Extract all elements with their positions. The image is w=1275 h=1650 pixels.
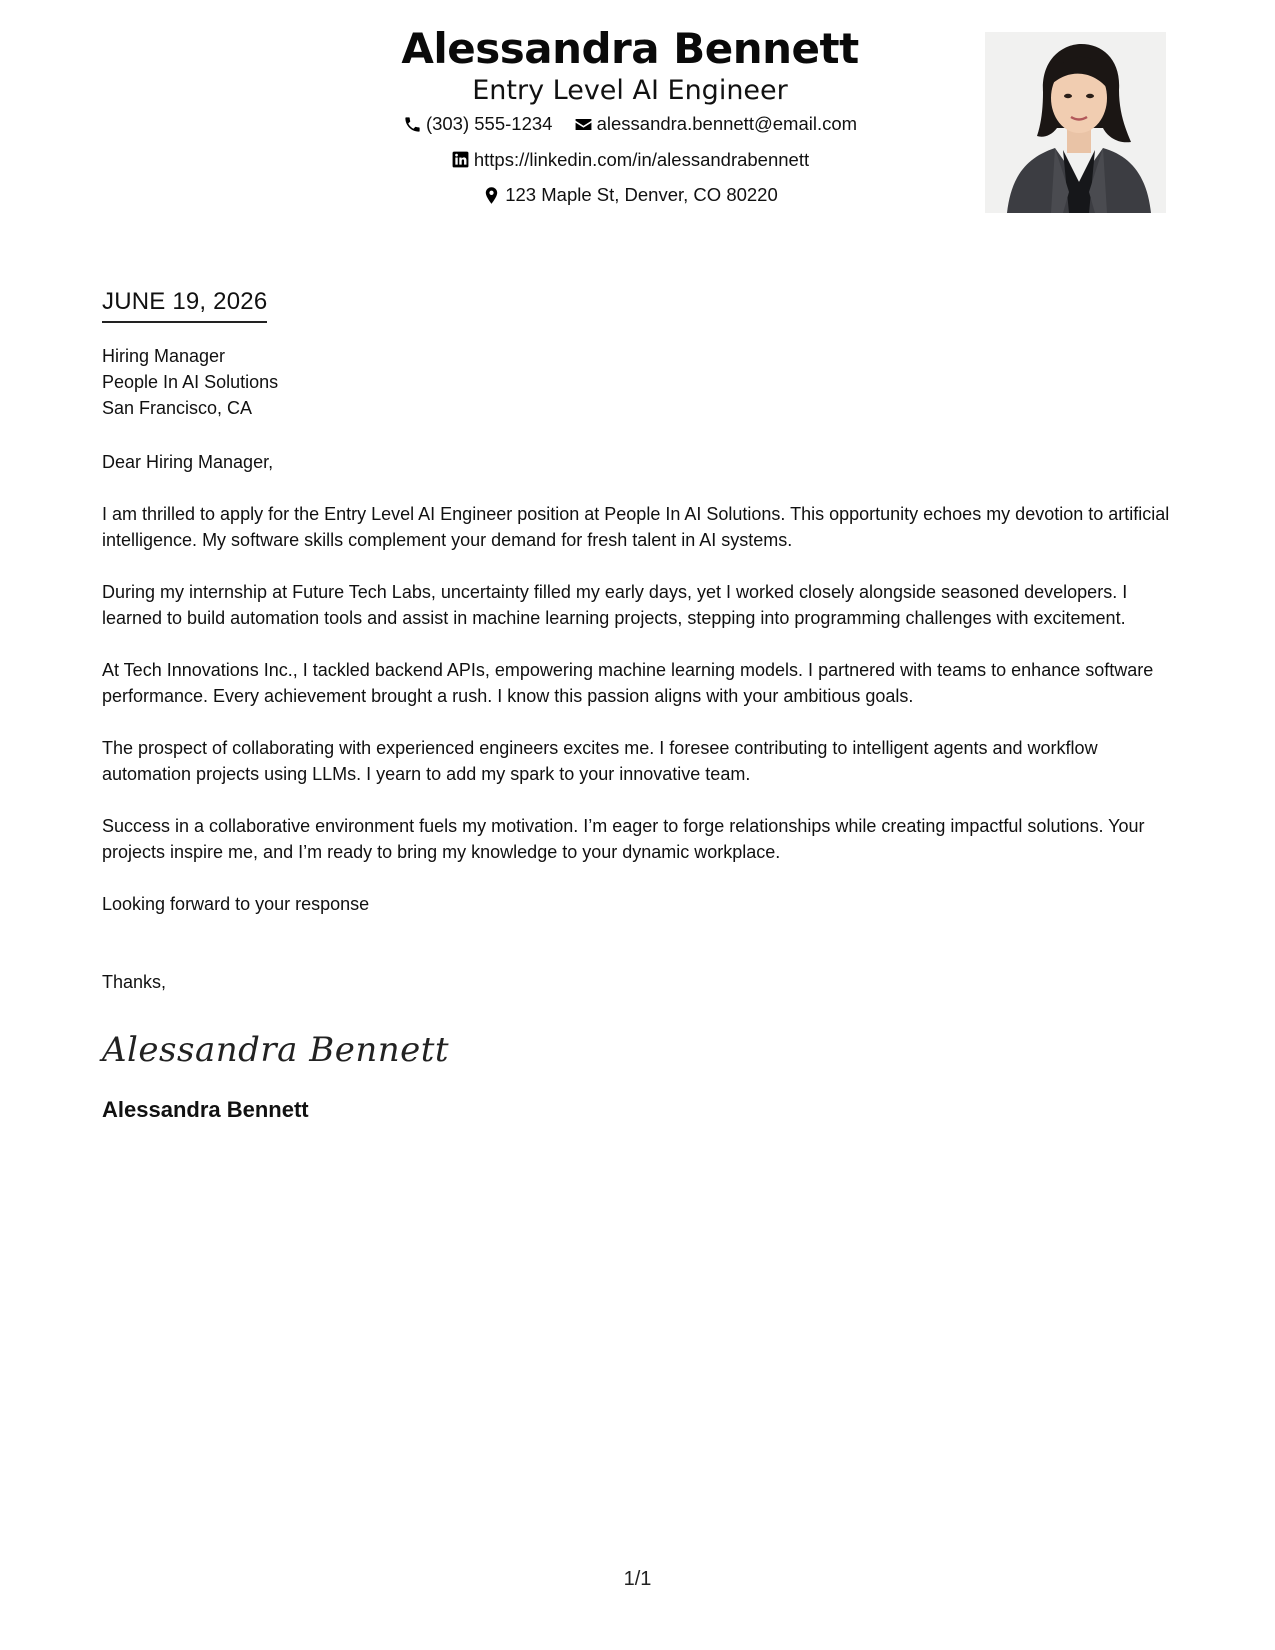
letter-body [102,285,1172,1125]
applicant-name: Alessandra Bennett [401,24,859,73]
job-title: Entry Level AI Engineer [472,75,788,106]
phone-contact [403,108,553,140]
profile-photo [985,32,1166,213]
page-number: 1/1 [623,1568,652,1590]
closing-line: Looking forward to your response [102,894,370,914]
phone-icon [403,115,422,134]
signer-name: Alessandra Bennett [102,1097,309,1122]
sign-off: Thanks, [102,972,167,992]
phone-number: (303) 555-1234 [425,113,553,134]
map-pin-icon [482,186,501,205]
linkedin-icon [451,150,470,169]
paragraph-1: I am thrilled to apply for the Entry Level AI Engineer position at People In AI Solutions. This opportunity echoes my devotion to artificial intelligence. My software skills complement your demand for fresh talent in AI systems. [102,504,1170,550]
paragraph-4: The prospect of collaborating with experienced engineers excites me. I foresee contributing to intelligent agents and workflow automation projects using LLMs. I yearn to add my spark to your innovative team. [102,738,1098,784]
linkedin-contact [451,144,809,176]
email-address[interactable]: alessandra.bennett@email.com [596,113,858,134]
paragraph-2: During my internship at Future Tech Labs, uncertainty filled my early days, yet I worked closely alongside seasoned developers. I learned to build automation tools and assist in machine learning projects, stepping into programming challenges with excitement. [102,582,1128,628]
linkedin-url[interactable]: https://linkedin.com/in/alessandrabennett [473,148,810,170]
address-contact [482,179,778,211]
paragraph-3: At Tech Innovations Inc., I tackled backend APIs, empowering machine learning models. I partnered with teams to enhance software performance. Every achievement brought a rush. I know this passion aligns with your ambitious goals. [102,660,1154,706]
recipient-location: San Francisco, CA [102,398,253,418]
paragraph-5: Success in a collaborative environment fuels my motivation. I’m eager to forge relationships while creating impactful solutions. Your projects inspire me, and I’m ready to bring my knowledge to your dynamic workplace. [102,816,1145,862]
recipient-title: Hiring Manager [102,346,226,366]
letter-date: JUNE 19, 2026 [102,285,267,323]
email-contact [574,108,857,140]
recipient-company: People In AI Solutions [102,372,279,392]
recipient-block [102,343,1172,421]
street-address: 123 Maple St, Denver, CO 80220 [505,184,778,205]
salutation: Dear Hiring Manager, [102,452,274,472]
envelope-icon [574,115,593,134]
handwritten-signature: Alessandra Bennett [102,1030,450,1070]
